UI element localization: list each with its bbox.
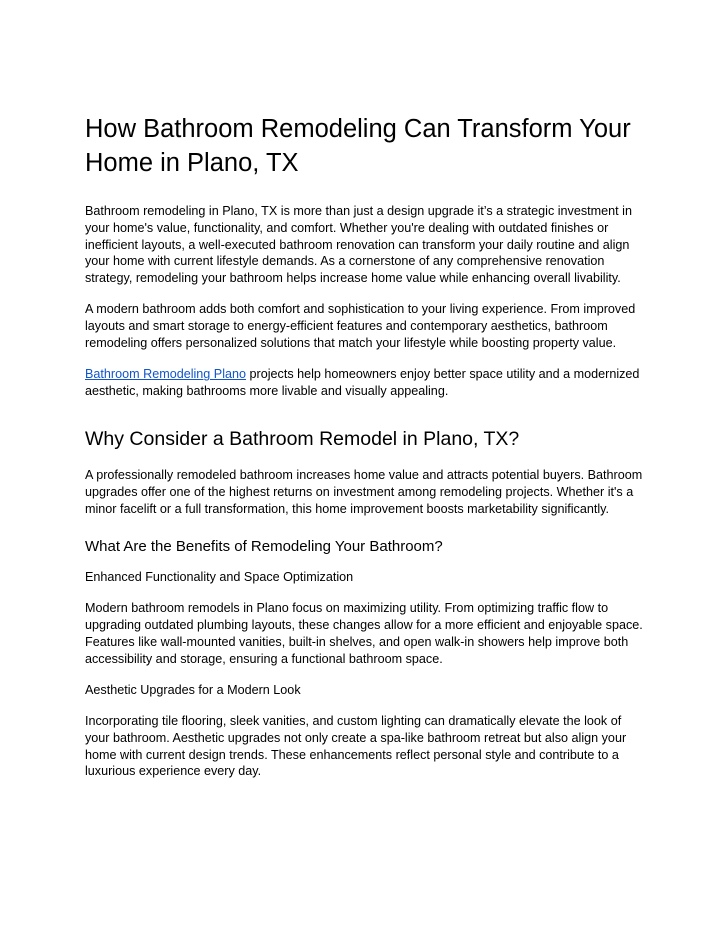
intro-paragraph-3: [85, 366, 645, 400]
subheading-aesthetic: Aesthetic Upgrades for a Modern Look: [85, 683, 301, 698]
section-heading-why-consider: Why Consider a Bathroom Remodel in Plano, TX?: [85, 427, 520, 450]
section-heading-benefits: What Are the Benefits of Remodeling Your Bathroom?: [85, 538, 443, 556]
functionality-paragraph: Modern bathroom remodels in Plano focus on maximizing utility. From optimizing traffic flow to upgrading outdated plumbing layouts, these changes allow for a more efficient and enjoyable space. Features like wall-mounted vanities, built-in shelves, and open walk-in showers help improve both accessibility and storage, ensuring a functional bathroom space.: [85, 601, 643, 666]
page-title: How Bathroom Remodeling Can Transform Your Home in Plano, TX: [85, 115, 631, 177]
intro-paragraph-2: A modern bathroom adds both comfort and sophistication to your living experience. From improved layouts and smart storage to energy-efficient features and contemporary aesthetics, bathroom remodeling offers personalized solutions that match your lifestyle while boosting property value.: [85, 302, 636, 351]
section-why-consider-paragraph: A professionally remodeled bathroom increases home value and attracts potential buyers. Bathroom upgrades offer one of the highest returns on investment among remodeling projects. Whether it's a minor facelift or a full transformation, this home improvement boosts marketability significantly.: [85, 467, 643, 516]
document-page: [85, 112, 645, 795]
aesthetic-paragraph: Incorporating tile flooring, sleek vanities, and custom lighting can dramatically elevate the look of your bathroom. Aesthetic upgrades not only create a spa-like bathroom retreat but also align your home with current design trends. These enhancements reflect personal style and contribute to a luxurious experience every day.: [85, 714, 627, 779]
intro-paragraph-3-text: projects help homeowners enjoy better space utility and a modernized aesthetic, making bathrooms more livable and visually appealing.: [85, 367, 640, 399]
bathroom-remodeling-plano-link[interactable]: Bathroom Remodeling Plano: [85, 367, 247, 382]
intro-paragraph-1: Bathroom remodeling in Plano, TX is more than just a design upgrade it’s a strategic investment in your home's value, functionality, and comfort. Whether you're dealing with outdated finishes or inefficient layouts, a well-executed bathroom renovation can transform your daily routine and align your home with current lifestyle demands. As a cornerstone of any comprehensive renovation strategy, remodeling your bathroom helps increase home value while enhancing overall livability.: [85, 204, 632, 286]
subheading-functionality: Enhanced Functionality and Space Optimization: [85, 570, 354, 585]
